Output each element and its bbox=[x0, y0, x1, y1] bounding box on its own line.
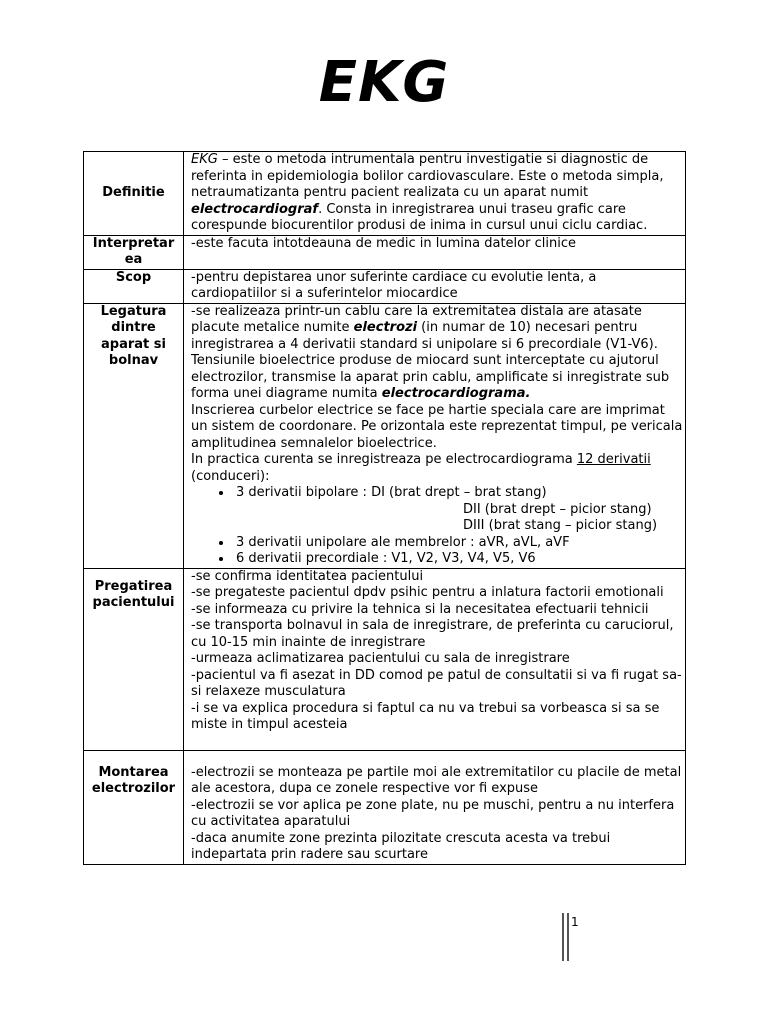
bipolare-l3: DIII (brat stang – picior stang) bbox=[463, 518, 658, 533]
pregatirea-line-4: -se transporta bolnavul in sala de inregistrare, de preferinta cu caruciorul, cu 10-15 min inainte de inregistrare bbox=[191, 618, 674, 650]
page-number: 1 bbox=[571, 915, 579, 929]
pregatirea-line-5: -urmeaza aclimatizarea pacientului cu sala de inregistrare bbox=[191, 651, 570, 666]
legatura-p1b: (in numar de 10) necesari pentru inregistrarea a 4 derivatii standard si unipolare si 6 precordiale (V1-V6). bbox=[191, 320, 658, 352]
table-row-legatura bbox=[84, 303, 686, 568]
legatura-para-1 bbox=[191, 304, 685, 354]
label-montarea-l2: electrozilor bbox=[91, 781, 176, 796]
legatura-para-2 bbox=[191, 353, 685, 403]
cell-montarea bbox=[184, 750, 686, 864]
pregatirea-line-3: -se informeaza cu privire la tehnica si la necesitatea efectuarii tehnicii bbox=[191, 601, 649, 617]
derivatii-list bbox=[191, 485, 685, 568]
cell-pregatirea bbox=[184, 568, 686, 750]
cell-scop: -pentru depistarea unor suferinte cardiace cu evolutie lenta, a cardiopatiilor si a suferintelor miocardice bbox=[184, 269, 686, 303]
device-term: electrocardiograf bbox=[191, 201, 319, 217]
ekg-term: EKG bbox=[191, 152, 218, 167]
legatura-p2a: Tensiunile bioelectrice produse de miocard sunt interceptate cu ajutorul electrozilor, transmise la aparat prin cablu, amplificate si inregistrate sub forma unei diagrame numita bbox=[191, 353, 670, 401]
definitie-text-2: . Consta in inregistrarea unui traseu grafic care corespunde biocurentilor produsi de inima in cursul unui ciclu cardiac. bbox=[191, 201, 648, 233]
pregatirea-line-6: -pacientul va fi asezat in DD comod pe patul de consultatii si va fi rugat sa-si relaxeze musculatura bbox=[191, 667, 682, 699]
pregatirea-line-7: -i se va explica procedura si faptul ca nu va trebui sa vorbeasca si sa se miste in timpul acesteia bbox=[191, 700, 660, 732]
legatura-para-3: Inscrierea curbelor electrice se face pe hartie speciala care are imprimat un sistem de coordonare. Pe orizontala este reprezentat timpul, pe vericala amplitudinea semnalelor bioelectrice. bbox=[191, 402, 683, 451]
legatura-p4a: In practica curenta se inregistreaza pe electrocardiograma bbox=[191, 452, 577, 467]
label-legatura-l1: Legatura bbox=[100, 303, 167, 319]
label-legatura bbox=[84, 303, 184, 568]
document-title: EKG bbox=[318, 50, 450, 115]
montarea-line-1: -electrozii se monteaza pe partile moi ale extremitatilor cu placile de metal ale acestora, dupa ce zonele respective vor fi expuse bbox=[191, 764, 682, 796]
label-pregatirea bbox=[84, 568, 184, 750]
label-legatura-l2: dintre bbox=[111, 320, 156, 335]
list-item-unipolare: • 3 derivatii unipolare ale membrelor : aVR, aVL, aVF bbox=[233, 535, 685, 552]
montarea-line-2: -electrozii se vor aplica pe zone plate, nu pe muschi, pentru a nu interfera cu activitatea aparatului bbox=[191, 797, 675, 829]
label-montarea-l1: Montarea bbox=[98, 764, 169, 780]
label-scop: Scop bbox=[84, 269, 184, 303]
page-number-bar-2 bbox=[567, 913, 569, 961]
electrocardiograma-term: electrocardiograma. bbox=[381, 386, 531, 401]
ekg-table bbox=[83, 151, 686, 865]
label-interpretare-l1: Interpretar bbox=[92, 235, 175, 251]
montarea-line-3: -daca anumite zone prezinta pilozitate crescuta acesta va trebui indepartata prin radere sau scurtare bbox=[191, 830, 611, 862]
bipolare-l1: 3 derivatii bipolare : DI (brat drept – brat stang) bbox=[236, 485, 547, 500]
page-number-bar bbox=[562, 913, 564, 961]
legatura-para-4 bbox=[191, 452, 685, 485]
label-legatura-l4: bolnav bbox=[108, 353, 159, 368]
table-row-scop bbox=[84, 269, 686, 303]
cell-legatura bbox=[184, 303, 686, 568]
label-pregatirea-l1: Pregatirea bbox=[94, 578, 173, 594]
pregatirea-line-1: -se confirma identitatea pacientului bbox=[191, 568, 424, 584]
bipolare-l2: DII (brat drept – picior stang) bbox=[463, 501, 652, 517]
label-interpretare-l2: ea bbox=[124, 252, 143, 267]
label-legatura-l3: aparat si bbox=[101, 336, 166, 352]
table-row-pregatirea bbox=[84, 568, 686, 750]
list-item-precordiale: • 6 derivatii precordiale : V1, V2, V3, V4, V5, V6 bbox=[233, 551, 685, 568]
label-montarea bbox=[84, 750, 184, 864]
list-item-bipolare bbox=[233, 485, 685, 535]
label-pregatirea-l2: pacientului bbox=[92, 595, 175, 610]
electrozi-term: electrozi bbox=[353, 320, 418, 335]
definitie-text-1: – este o metoda intrumentala pentru investigatie si diagnostic de referinta in epidemiologia bolilor cardiovasculare. Este o metoda simpla, netraumatizanta pentru pacient realizata cu un aparat numit bbox=[191, 152, 664, 200]
derivatii-underlined: 12 derivatii bbox=[576, 452, 651, 467]
label-interpretare bbox=[84, 235, 184, 269]
table-row-definitie bbox=[84, 152, 686, 236]
legatura-p4b: (conduceri): bbox=[191, 468, 270, 484]
table-row-montarea bbox=[84, 750, 686, 864]
cell-interpretare: -este facuta intotdeauna de medic in lumina datelor clinice bbox=[184, 235, 686, 269]
label-definitie: Definitie bbox=[84, 152, 184, 236]
legatura-p1a: -se realizeaza printr-un cablu care la extremitatea distala are atasate placute metalice numite bbox=[191, 303, 642, 335]
table-row-interpretare bbox=[84, 235, 686, 269]
pregatirea-line-2: -se pregateste pacientul dpdv psihic pentru a inlatura factorii emotionali bbox=[191, 585, 664, 600]
cell-definitie bbox=[184, 152, 686, 236]
